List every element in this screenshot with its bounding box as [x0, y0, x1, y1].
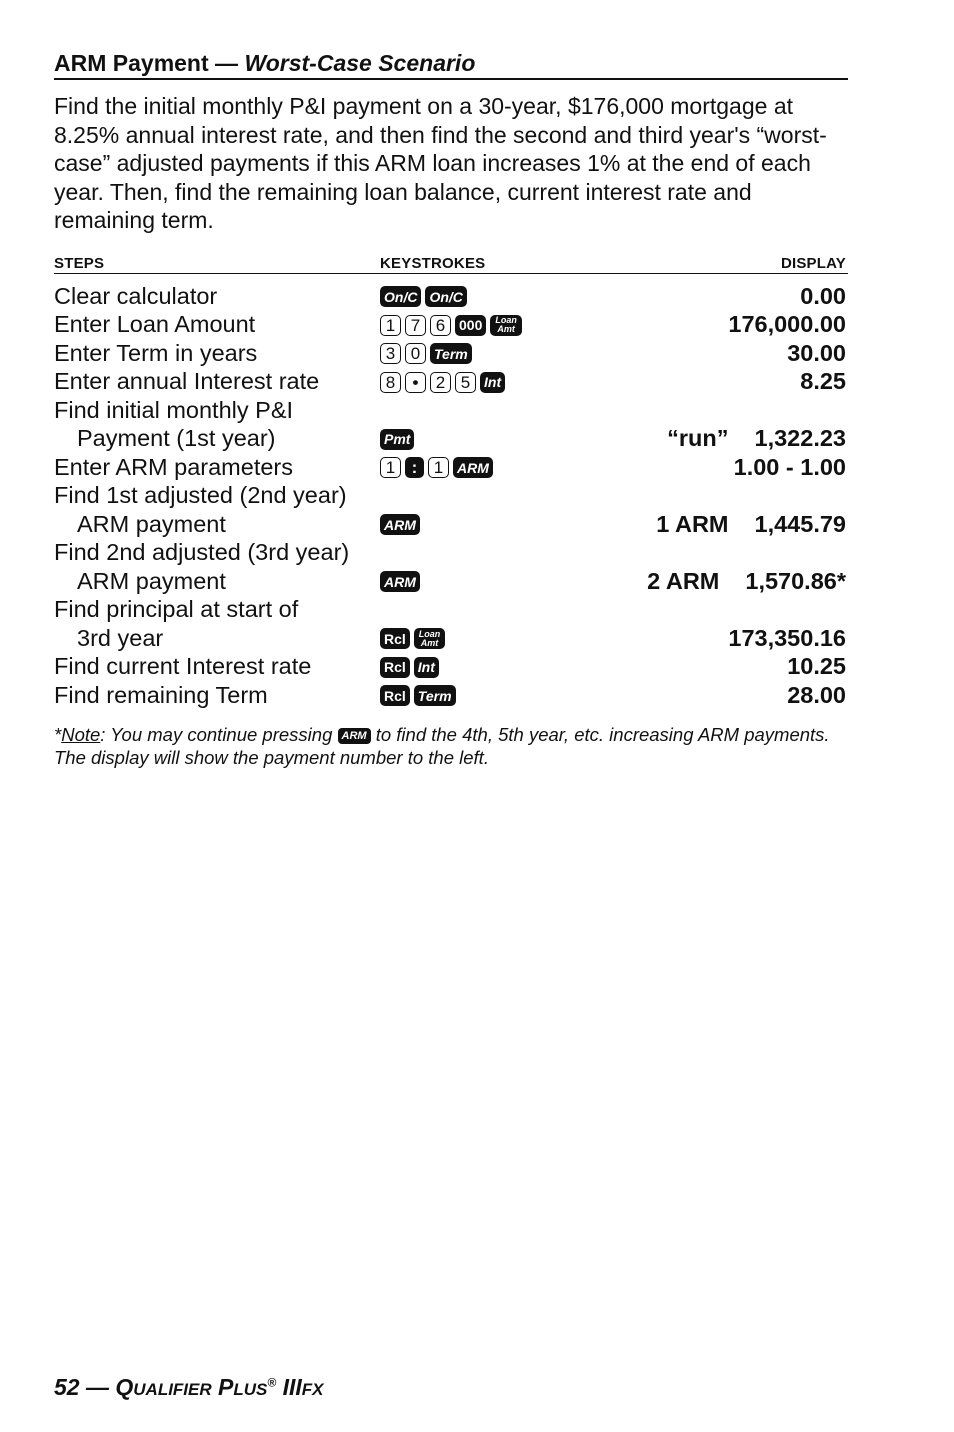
loan-key-top: Loan [495, 315, 517, 325]
on-c-key: On/C [380, 286, 421, 307]
note-text-end: to find the 4th, 5th year, etc. increasing ARM payments. The display will show the payment number to the left. [54, 724, 830, 768]
step-label: Enter Loan Amount [54, 311, 256, 337]
footer-ualifier: UALIFIER [133, 1380, 212, 1399]
display-number: 1,445.79 [754, 510, 846, 537]
decimal-point-key: • [405, 372, 426, 393]
digit-2-key: 2 [430, 372, 451, 393]
table-row [54, 453, 848, 482]
keystrokes [380, 286, 467, 308]
table-row [54, 681, 848, 710]
header-display: DISPLAY [780, 254, 846, 272]
display-number: 28.00 [787, 681, 846, 708]
term-key: Term [430, 343, 472, 364]
interest-key: Int [480, 372, 505, 393]
registered-mark: ® [267, 1375, 277, 1390]
keystrokes [380, 371, 505, 393]
display-number: 173,350.16 [728, 624, 846, 651]
display-number: 1,570.86* [745, 567, 846, 594]
display-prefix: 2 ARM [647, 567, 720, 594]
step-label: Find remaining Term [54, 681, 268, 708]
step-label: Find 2nd adjusted (3rd year) [54, 539, 350, 565]
table-row [54, 567, 848, 596]
table-row [54, 538, 848, 567]
display-value [787, 652, 846, 681]
page [54, 48, 848, 769]
step-label: Find current Interest rate [54, 653, 312, 679]
display-number: 1,322.23 [754, 425, 846, 451]
digit-6-key: 6 [430, 315, 451, 336]
keystrokes [380, 685, 456, 707]
arm-key: ARM [338, 728, 371, 744]
footer-lus: LUS [233, 1380, 268, 1399]
step-label: ARM payment [77, 510, 226, 537]
header-steps: STEPS [54, 254, 105, 272]
display-number: 8.25 [800, 368, 846, 394]
display-number: 0.00 [800, 282, 846, 309]
table-row [54, 424, 848, 453]
digit-0-key: 0 [405, 343, 426, 364]
display-value [656, 510, 846, 539]
step-label: Payment (1st year) [77, 425, 276, 451]
footer-fx: FX [301, 1380, 324, 1399]
loan-amount-key [490, 315, 522, 336]
digit-1-key: 1 [428, 457, 449, 478]
digit-8-key: 8 [380, 372, 401, 393]
title-main: ARM Payment — [54, 50, 245, 76]
display-number: 176,000.00 [728, 311, 846, 337]
intro-paragraph: Find the initial monthly P&I payment on a 30-year, $176,000 mortgage at 8.25% annual interest rate, and then find the second and third year's “worst-case” adjusted payments if this ARM loan increases 1% at the end of each year. Then, find the remaining loan balance, current interest rate and remaining term. [54, 93, 827, 233]
recall-key: Rcl [380, 685, 410, 706]
note-word: Note [61, 724, 101, 745]
table-row [54, 396, 848, 425]
step-label: Enter Term in years [54, 339, 258, 366]
header-keystrokes: KEYSTROKES [380, 254, 486, 272]
display-value [728, 624, 846, 653]
display-prefix: “run” [667, 425, 729, 451]
table-row [54, 510, 848, 539]
table-row [54, 367, 848, 396]
loan-amount-key [414, 628, 446, 649]
table-row [54, 310, 848, 339]
display-value [647, 567, 846, 596]
steps-table [54, 282, 848, 710]
keystrokes [380, 571, 420, 593]
display-value [734, 453, 846, 482]
digit-1-key: 1 [380, 457, 401, 478]
note-text-start: : You may continue pressing [100, 724, 338, 745]
table-row [54, 282, 848, 311]
display-value [787, 681, 846, 710]
table-row [54, 652, 848, 681]
interest-key: Int [414, 657, 439, 678]
page-title [54, 48, 848, 80]
display-number: 10.25 [787, 653, 846, 679]
payment-key: Pmt [380, 429, 414, 450]
footer-q: Q [115, 1374, 134, 1400]
step-label: Find initial monthly P&I [54, 396, 294, 423]
step-label: ARM payment [77, 567, 226, 594]
on-c-key: On/C [425, 286, 466, 307]
step-label: Clear calculator [54, 282, 218, 309]
loan-key-top: Loan [418, 628, 441, 639]
arm-key: ARM [380, 571, 420, 592]
step-label: Enter annual Interest rate [54, 368, 320, 394]
keystrokes [380, 314, 522, 336]
keystrokes [380, 428, 414, 450]
arm-key: ARM [380, 514, 420, 535]
step-label: Find 1st adjusted (2nd year) [54, 482, 347, 508]
triple-zero-key: 000 [455, 315, 486, 336]
term-key: Term [414, 685, 456, 706]
digit-1-key: 1 [380, 315, 401, 336]
footer-p: P [211, 1374, 234, 1400]
digit-5-key: 5 [455, 372, 476, 393]
table-row [54, 624, 848, 653]
keystrokes [380, 514, 420, 536]
digit-3-key: 3 [380, 343, 401, 364]
step-label: 3rd year [77, 624, 164, 651]
recall-key: Rcl [380, 628, 410, 649]
digit-7-key: 7 [405, 315, 426, 336]
keystrokes [380, 343, 472, 365]
display-value [728, 310, 846, 339]
table-header [54, 255, 848, 274]
arm-key: ARM [453, 457, 493, 478]
footnote [54, 723, 848, 769]
note-asterisk: * [54, 724, 62, 745]
loan-key-bottom: Amt [420, 637, 439, 648]
display-value [800, 282, 846, 311]
display-value [787, 339, 846, 368]
step-label: Find principal at start of [54, 596, 299, 622]
step-label: Enter ARM parameters [54, 453, 294, 480]
keystrokes [380, 457, 493, 479]
display-number: 1.00 - 1.00 [733, 453, 846, 480]
table-row [54, 595, 848, 624]
page-footer [54, 1374, 324, 1401]
page-number: 52 — [54, 1374, 116, 1400]
title-italic: Worst-Case Scenario [244, 50, 476, 76]
display-value [800, 367, 846, 396]
display-prefix: 1 ARM [656, 510, 729, 537]
recall-key: Rcl [380, 657, 410, 678]
colon-key: : [405, 457, 424, 478]
display-value [667, 424, 846, 453]
table-row [54, 481, 848, 510]
keystrokes [380, 656, 439, 678]
footer-iii: III [276, 1374, 302, 1400]
keystrokes [380, 628, 445, 650]
table-row [54, 339, 848, 368]
display-number: 30.00 [787, 339, 846, 366]
loan-key-bottom: Amt [497, 324, 515, 334]
